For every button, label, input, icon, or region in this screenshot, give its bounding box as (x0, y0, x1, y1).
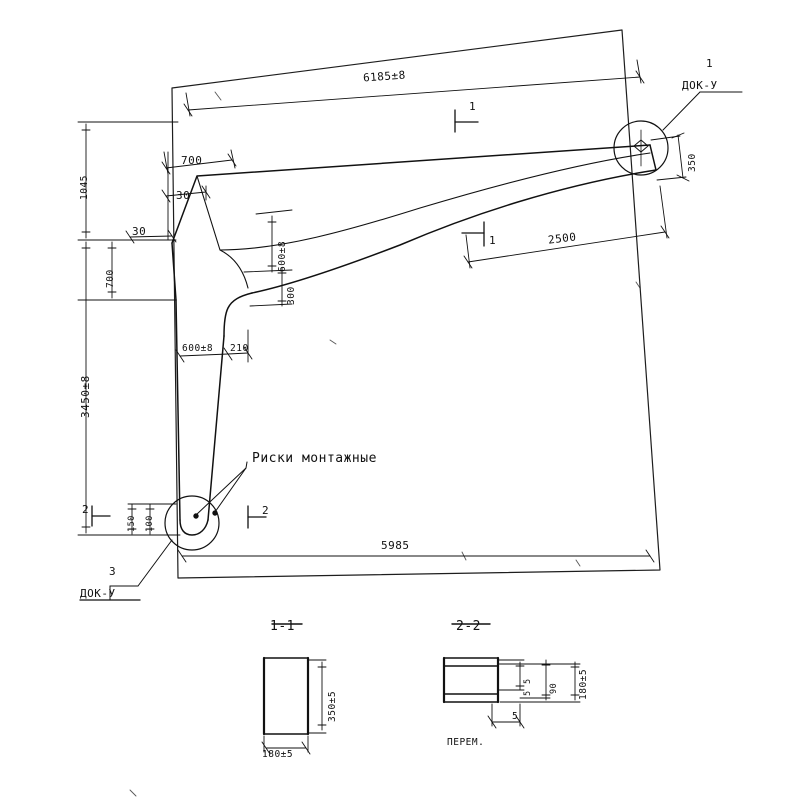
riski-montazhnye-label: Риски монтажные (252, 451, 377, 466)
dim-label-210: 210 (230, 343, 249, 354)
dim-label-3450: 3450±8 (79, 375, 92, 418)
section-2-2-dim-5-top: 5 (523, 678, 533, 684)
section-mark-label-2-left: 2 (82, 503, 90, 516)
dim-label-600-horizontal: 600±8 (182, 343, 214, 354)
dim-label-350-right: 350 (687, 153, 698, 172)
dim-label-700-vertical: 700 (105, 269, 116, 288)
callout-1-top-label: ДОК-У (682, 79, 718, 92)
section-1-1-figure (264, 658, 308, 734)
section-2-2-dim-5-bottom: 5 (512, 711, 519, 722)
dim-label-top-overall: 6185±8 (362, 68, 407, 85)
callout-1-top-number: 1 (706, 57, 714, 70)
dim-bottom-overall (178, 550, 654, 562)
dim-label-1045: 1045 (79, 175, 90, 200)
callout-3-bottom-label: ДОК-У (80, 587, 116, 600)
dim-350-right (651, 133, 689, 181)
dim-label-2500: 2500 (547, 230, 578, 247)
section-mark-label-1-upper-left: 1 (469, 100, 477, 113)
section-2-2-note: ПЕРЕМ. (447, 737, 485, 748)
section-2-2-dim-5-mid: 5 (523, 690, 533, 696)
section-mark-label-1-upper-right: 1 (489, 234, 497, 247)
section-1-1-height-label: 350±5 (327, 690, 338, 722)
dim-label-30-lower: 30 (132, 225, 147, 238)
section-1-1-title: 1-1 (270, 619, 295, 634)
section-mark-1-upper-right (462, 222, 484, 246)
section-mark-label-2-right: 2 (262, 504, 270, 517)
dim-label-100: 100 (145, 515, 155, 532)
section-mark-2-left (92, 506, 110, 526)
dim-label-600-vertical: 600±8 (277, 240, 288, 272)
dim-label-150: 150 (127, 515, 137, 532)
riski-leader (194, 462, 247, 518)
section-2-2-title: 2-2 (456, 619, 481, 634)
leader-lines (80, 92, 742, 600)
dim-label-bottom-overall: 5985 (381, 539, 410, 552)
dim-left-chain (78, 122, 180, 535)
section-mark-1-upper-left (455, 110, 478, 132)
detail-circle-top (614, 121, 668, 175)
outer-contour-frame (172, 30, 660, 578)
dim-label-300-vertical: 300 (286, 286, 297, 305)
bracket-outline (172, 145, 656, 535)
scan-artifacts (127, 92, 640, 796)
dim-top-overall (184, 60, 644, 116)
bracket-inner-edge (197, 153, 650, 288)
section-1-1-width-label: 180±5 (262, 749, 294, 760)
section-2-2-figure (444, 658, 498, 702)
section-2-2-sub-height-label: 90 (549, 682, 559, 694)
section-2-2-height-label: 180±5 (578, 668, 589, 700)
dim-label-700-horizontal: 700 (181, 154, 203, 167)
dim-label-30-upper: 30 (176, 189, 191, 202)
callout-3-bottom-number: 3 (109, 565, 117, 578)
